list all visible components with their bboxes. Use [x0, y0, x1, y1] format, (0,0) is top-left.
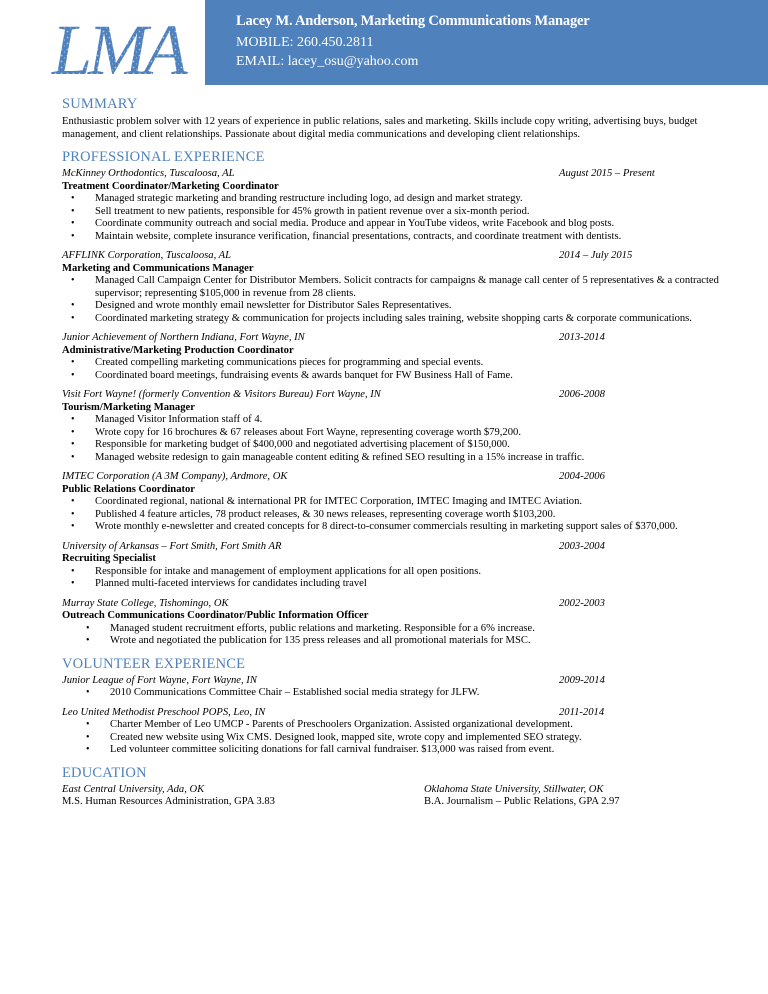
job-dates: 2004-2006 — [559, 471, 605, 482]
resume-body — [62, 95, 722, 812]
company-location: Murray State College, Tishomingo, OK — [62, 597, 229, 609]
job-entry — [62, 250, 722, 325]
school-name: Oklahoma State University, Stillwater, OK — [424, 783, 604, 795]
job-role: Marketing and Communications Manager — [62, 262, 254, 274]
job-bullets — [62, 357, 722, 382]
bullet-item: • Managed Visitor Information staff of 4. — [62, 414, 722, 427]
job-role: Recruiting Specialist — [62, 553, 156, 564]
job-dates: 2003-2004 — [559, 540, 605, 552]
job-role: Treatment Coordinator/Marketing Coordinator — [62, 180, 279, 192]
degree: B.A. Journalism – Public Relations, GPA 2.97 — [424, 796, 620, 807]
volunteer-list — [62, 675, 722, 757]
job-bullets — [62, 414, 722, 464]
bullet-item: • Designed and wrote monthly email newsletter for Distributor Sales Representatives. — [62, 300, 722, 313]
bullet-item: • Created compelling marketing communications pieces for programming and special events. — [62, 357, 722, 370]
volunteer-org-line — [62, 707, 722, 720]
company-location: IMTEC Corporation (A 3M Company), Ardmore, OK — [62, 471, 288, 482]
company-location: University of Arkansas – Fort Smith, Fort Smith AR — [62, 540, 282, 552]
job-role: Public Relations Coordinator — [62, 483, 196, 495]
job-entry — [62, 168, 722, 243]
name-title: Lacey M. Anderson, Marketing Communications Manager — [236, 13, 590, 29]
summary-heading: SUMMARY — [62, 96, 138, 112]
job-role: Tourism/Marketing Manager — [62, 401, 195, 413]
job-dates: 2006-2008 — [559, 389, 605, 400]
job-company-line — [62, 250, 722, 263]
organization: Leo United Methodist Preschool POPS, Leo, IN — [62, 706, 266, 718]
volunteer-entry — [62, 707, 722, 757]
bullet-item: • Responsible for intake and management of employment applications for all open positions. — [62, 566, 722, 579]
company-location: Junior Achievement of Northern Indiana, Fort Wayne, IN — [62, 332, 305, 343]
bullet-item: • Wrote copy for 16 brochures & 67 releases about Fort Wayne, representing coverage worth $79,200. — [62, 427, 722, 440]
bullet-item: • Created new website using Wix CMS. Designed look, mapped site, wrote copy and implemented SEO strategy. — [62, 732, 722, 745]
job-entry — [62, 332, 722, 382]
school-name: East Central University, Ada, OK — [62, 783, 205, 795]
job-company-line — [62, 168, 722, 181]
email-line: EMAIL: lacey_osu@yahoo.com — [236, 54, 419, 69]
education-entry — [62, 784, 275, 809]
volunteer-bullets — [62, 719, 722, 757]
summary-text: Enthusiastic problem solver with 12 years of experience in public relations, sales and marketing. Skills include copy writing, advertising buys, budget management, and client relationships. Passionate about digital media communications and developing client relationships. — [62, 116, 698, 140]
job-dates: August 2015 – Present — [559, 168, 655, 179]
education-entry — [424, 784, 620, 809]
experience-heading: PROFESSIONAL EXPERIENCE — [62, 149, 265, 165]
organization: Junior League of Fort Wayne, Fort Wayne, IN — [62, 674, 257, 686]
job-dates: 2002-2003 — [559, 597, 605, 609]
bullet-item: • Planned multi-faceted interviews for candidates including travel — [62, 578, 722, 591]
job-company-line — [62, 471, 722, 484]
bullet-item: • Coordinate community outreach and social media. Produce and appear in YouTube videos, write Facebook and blog posts. — [62, 218, 722, 231]
volunteer-entry — [62, 675, 722, 700]
volunteer-org-line — [62, 675, 722, 688]
job-company-line — [62, 332, 722, 345]
company-location: McKinney Orthodontics, Tuscaloosa, AL — [62, 168, 235, 179]
bullet-item: • 2010 Communications Committee Chair – Established social media strategy for JLFW. — [62, 687, 722, 700]
bullet-item: • Published 4 feature articles, 78 product releases, & 30 news releases, representing coverage worth $103,200. — [62, 509, 722, 522]
bullet-item: • Charter Member of Leo UMCP - Parents of Preschoolers Organization. Assisted organizational development. — [62, 719, 722, 732]
bullet-item: • Wrote monthly e-newsletter and created concepts for 8 direct-to-consumer commercials resulting in marketing support sales of $370,000. — [62, 521, 722, 534]
bullet-item: • Maintain website, complete insurance verification, financial presentations, contracts, and coordinate treatment with dentists. — [62, 231, 722, 244]
bullet-item: • Coordinated regional, national & international PR for IMTEC Corporation, IMTEC Imaging and IMTEC Aviation. — [62, 496, 722, 509]
bullet-item: • Managed strategic marketing and branding restructure including logo, ad design and market strategy. — [62, 193, 722, 206]
bullet-item: • Wrote and negotiated the publication for 135 press releases and all promotional materials for MSC. — [62, 635, 722, 648]
bullet-item: • Led volunteer committee soliciting donations for fall carnival fundraiser. $13,000 was raised from event. — [62, 744, 722, 757]
job-bullets — [62, 193, 722, 243]
education-heading: EDUCATION — [62, 764, 147, 781]
bullet-item: • Coordinated marketing strategy & communication for projects including sales training, website shopping carts & corporate communications. — [62, 313, 722, 326]
job-role: Outreach Communications Coordinator/Public Information Officer — [62, 610, 369, 621]
job-bullets — [62, 275, 722, 325]
resume-header — [0, 0, 768, 85]
job-bullets — [62, 623, 722, 648]
education-row — [62, 784, 722, 812]
bullet-item: • Managed student recruitment efforts, public relations and marketing. Responsible for a 6% increase. — [62, 623, 722, 636]
job-entry — [62, 598, 722, 648]
lma-monogram-logo — [48, 12, 208, 84]
job-entry — [62, 471, 722, 534]
bullet-item: • Coordinated board meetings, fundraising events & awards banquet for FW Business Hall of Fame. — [62, 370, 722, 383]
volunteer-bullets — [62, 687, 722, 700]
job-dates: 2014 – July 2015 — [559, 250, 633, 261]
job-bullets — [62, 496, 722, 534]
job-entry — [62, 389, 722, 464]
bullet-item: • Managed Call Campaign Center for Distributor Members. Solicit contracts for campaigns & manage call center of 5 representatives & a contracted supervisor; representing $105,000 in revenue from 28 clients. — [62, 275, 722, 300]
job-bullets — [62, 566, 722, 591]
job-entry — [62, 541, 722, 591]
bullet-item: • Managed website redesign to gain manageable content editing & refined SEO resulting in a 15% increase in traffic. — [62, 452, 722, 465]
company-location: AFFLINK Corporation, Tuscaloosa, AL — [62, 250, 232, 261]
monogram-text: LMA — [52, 12, 184, 84]
volunteer-heading: VOLUNTEER EXPERIENCE — [62, 655, 246, 672]
degree: M.S. Human Resources Administration, GPA 3.83 — [62, 796, 275, 807]
job-company-line — [62, 541, 722, 554]
bullet-item: • Sell treatment to new patients, responsible for 45% growth in patient revenue over a six-month period. — [62, 206, 722, 219]
job-role: Administrative/Marketing Production Coordinator — [62, 344, 294, 356]
job-dates: 2013-2014 — [559, 332, 605, 343]
experience-list — [62, 168, 722, 648]
job-company-line — [62, 598, 722, 611]
bullet-item: • Responsible for marketing budget of $400,000 and negotiated advertising placement of $150,000. — [62, 439, 722, 452]
mobile-line: MOBILE: 260.450.2811 — [236, 35, 374, 50]
job-company-line — [62, 389, 722, 402]
volunteer-dates: 2009-2014 — [559, 674, 605, 686]
volunteer-dates: 2011-2014 — [559, 706, 605, 718]
company-location: Visit Fort Wayne! (formerly Convention & Visitors Bureau) Fort Wayne, IN — [62, 389, 381, 400]
